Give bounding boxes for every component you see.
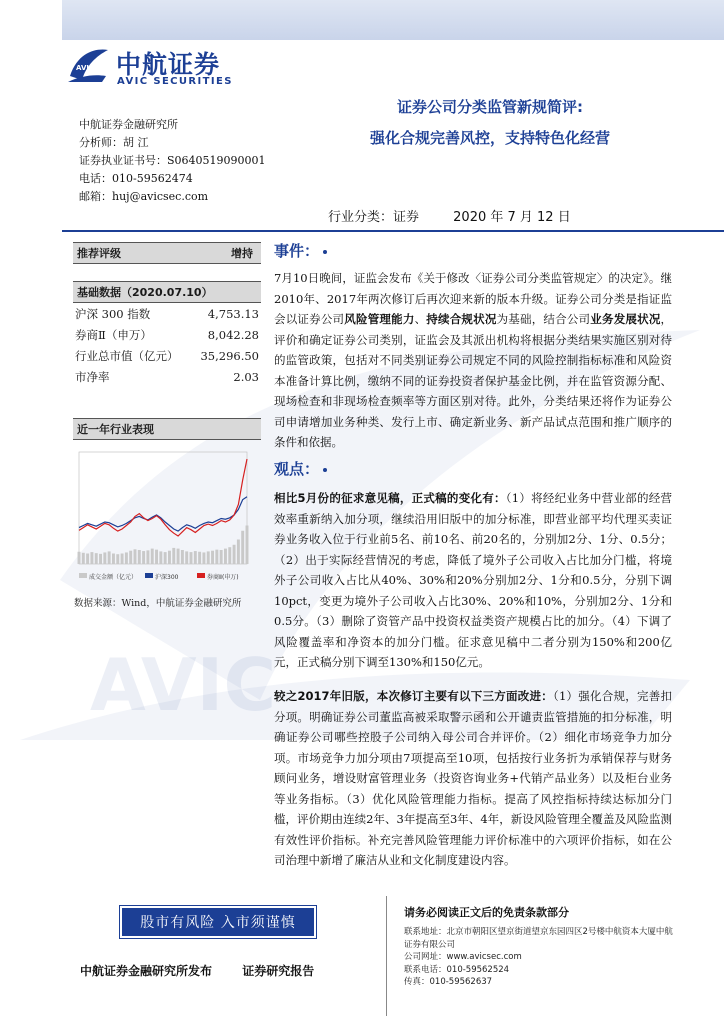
volume-bars xyxy=(78,526,249,565)
bold-compliance: 持续合规状况 xyxy=(426,312,497,326)
analyst-name: 分析师：胡 江 xyxy=(79,136,149,149)
contact-address: 联系地址：北京市朝阳区望京街道望京东园四区2号楼中航资本大厦中航证券有限公司 xyxy=(404,927,673,950)
rating-label: 推荐评级 xyxy=(77,247,121,260)
volume-bar xyxy=(146,550,149,564)
event-paragraph: 7月10日晚间，证监会发布《关于修改〈证券公司分类监管规定〉的决定》。继2010年、2017年两次修订后再次迎来新的版本升级。证券公司分类是指证监会以证券公司风险管理能力、持续合规状况为基础，结合公司业务发展状况，评价和确定证券公司类别，证监会及其派出机构将根据分类结果实施区别对待的监管政策，包括对不同类别证券公司规定不同的风险控制指标标准和风险资本准备计算比例，缴纳不同的证券投资者保护基金比例，并在监管资源分配、现场检查和非现场检查频率等方面区别对待。此外，分类结果还将作为证券公司申请增加业务种类、发行上市、确定新业务、新产品试点范围和推广顺序的条件和依据。 xyxy=(274,271,673,449)
volume-bar xyxy=(155,550,158,564)
broker-line xyxy=(79,459,247,536)
volume-bar xyxy=(108,551,111,564)
volume-bar xyxy=(202,552,205,564)
volume-bar xyxy=(142,551,145,564)
chart-legend xyxy=(79,573,239,581)
views-paragraph-1: 相比5月份的征求意见稿，正式稿的变化有：（1）将经纪业务中营业部的经营效率重新纳入加分项，继续沿用旧版中的加分标准，即营业部平均代理买卖证券业务收入位于行业前5名、前10名、前20名的，分别加2分、1分、0.5分；（2）出于实际经营情况的考虑，降低了境外子公司收入占比加分门槛，将境外子公司收入占比从40%、30%和20%分别加2分、1分和0.5分，分别下调10pct，变更为境外子公司收入占比30%、20%和10%，分别加2分、1分和0.5分。（3）删除了资管产品中投资权益类资产规模占比的加分。（4）下调了风险覆盖率和净资本的加分门槛。征求意见稿中二者分别为150%和200亿元，正式稿分别下调至130%和150亿元。 xyxy=(274,491,672,669)
analyst-email: 邮箱：huj@avicsec.com xyxy=(79,190,209,203)
bold-business: 业务发展状况 xyxy=(590,312,661,326)
industry-performance-chart xyxy=(73,446,253,586)
volume-bar xyxy=(159,551,162,564)
header-divider xyxy=(62,230,724,232)
volume-bar xyxy=(125,552,128,564)
chart-grid xyxy=(79,452,247,564)
volume-bar xyxy=(103,552,106,564)
volume-bar xyxy=(116,554,119,564)
logo-cn-text: 中航证券 xyxy=(116,50,221,79)
volume-bar xyxy=(246,526,249,565)
volume-bar xyxy=(233,545,236,564)
volume-bar xyxy=(211,551,214,564)
volume-bar xyxy=(185,551,188,564)
basic-row-value: 35,296.50 xyxy=(200,348,259,363)
legend-swatch xyxy=(197,573,205,578)
svg-text:AVIC: AVIC xyxy=(76,64,95,72)
views-p2-lead: 较之2017年旧版，本次修订主要有以下三方面改进： xyxy=(274,689,553,703)
title-line-2: 强化合规完善风控，支持特色化经营 xyxy=(369,129,610,147)
basic-row-label: 券商Ⅱ（申万） xyxy=(75,327,152,342)
volume-bar xyxy=(215,550,218,564)
volume-bar xyxy=(138,550,141,564)
volume-bar xyxy=(112,554,115,565)
basic-row xyxy=(73,366,261,387)
volume-bar xyxy=(237,540,240,565)
contact-info xyxy=(404,926,674,989)
volume-bar xyxy=(172,548,175,564)
basic-data-panel xyxy=(73,281,261,387)
basic-row-label: 沪深 300 指数 xyxy=(75,306,151,321)
legend-label: 沪深300 xyxy=(155,574,179,581)
volume-bar xyxy=(78,552,81,564)
company-logo xyxy=(66,42,246,92)
basic-row xyxy=(73,345,261,366)
basic-row xyxy=(73,303,261,324)
volume-bar xyxy=(190,552,193,564)
analyst-phone: 电话：010-59562474 xyxy=(79,172,193,185)
report-date: 2020 年 7 月 12 日 xyxy=(453,210,571,225)
contact-website: 公司网址：www.avicsec.com xyxy=(404,952,522,962)
legend-swatch xyxy=(79,573,87,578)
chart-frame xyxy=(79,452,247,564)
legend-label: 成交金额（亿元） xyxy=(89,574,138,581)
legend-swatch xyxy=(145,573,153,578)
analyst-info xyxy=(79,116,266,206)
views-heading: 观点： xyxy=(274,458,327,479)
data-source: 数据来源：Wind，中航证券金融研究所 xyxy=(74,598,242,609)
volume-bar xyxy=(241,531,244,564)
report-title xyxy=(300,96,680,148)
volume-bar xyxy=(90,552,93,564)
contact-phone: 联系电话：010-59562524 xyxy=(404,964,510,975)
rating-value: 增持 xyxy=(231,247,253,260)
report-type: 证券研究报告 xyxy=(242,964,315,978)
volume-bar xyxy=(134,549,137,564)
volume-bar xyxy=(181,550,184,564)
hs300-line xyxy=(79,497,247,531)
volume-bar xyxy=(207,551,210,564)
title-line-1: 证券公司分类监管新规简评: xyxy=(397,98,583,116)
avic-logo-icon xyxy=(66,46,110,86)
basic-row-value: 2.03 xyxy=(233,369,259,384)
institute: 中航证券金融研究所 xyxy=(79,118,178,131)
volume-bar xyxy=(164,552,167,564)
legend-label: 券商Ⅱ(申万) xyxy=(207,574,239,581)
basic-row-value: 8,042.28 xyxy=(207,327,259,342)
views-paragraph-2: 较之2017年旧版，本次修订主要有以下三方面改进：（1）强化合规，完善扣分项。明确证券公司董监高被采取警示函和公开谴责监管措施的扣分标准，明确证券公司哪些控股子公司纳入母公司合并评价。（2）细化市场竞争力加分项。市场竞争力加分项由7项提高至10项，包括按行业务折为承销保荐与财务顾问业务，增设财富管理业务（投资咨询业务+代销产品业务）以及柜台业务等业务指标。（3）优化风险管理能力指标。提高了风控指标持续达标加分门槛，评价期由连续2年、3年提高至3年、4年，新设风险管理全覆盖及风险监测有效性评价指标。补充完善风险管理能力评价标准中的六项评价指标，如在公司治理中新增了廉洁从业和文化制度建设内容。 xyxy=(274,689,672,867)
volume-bar xyxy=(194,551,197,564)
publisher-line xyxy=(80,962,314,979)
basic-row xyxy=(73,324,261,345)
volume-bar xyxy=(99,554,102,564)
event-heading: 事件： xyxy=(274,240,327,261)
volume-bar xyxy=(121,554,124,565)
volume-bar xyxy=(198,552,201,564)
volume-bar xyxy=(228,547,231,564)
rating-panel xyxy=(73,242,261,264)
volume-bar xyxy=(177,549,180,564)
industry-label: 行业分类：证券 xyxy=(328,210,420,225)
volume-bar xyxy=(220,550,223,564)
publisher-name: 中航证券金融研究所发布 xyxy=(80,964,213,978)
svg-text:AVIC: AVIC xyxy=(90,643,277,727)
disclaimer-notice: 请务必阅读正文后的免责条款部分 xyxy=(404,906,569,919)
volume-bar xyxy=(82,553,85,564)
volume-bar xyxy=(86,554,89,565)
volume-bar xyxy=(151,549,154,564)
license-number: 证券执业证书号：S0640519090001 xyxy=(79,154,266,167)
basic-data-header: 基础数据（2020.07.10） xyxy=(77,286,213,299)
views-p1-lead: 相比5月份的征求意见稿，正式稿的变化有： xyxy=(274,491,506,505)
bold-risk: 风险管理能力 xyxy=(344,312,415,326)
report-meta xyxy=(328,206,571,225)
basic-row-label: 市净率 xyxy=(75,369,110,384)
performance-header: 近一年行业表现 xyxy=(77,423,154,436)
volume-bar xyxy=(168,551,171,564)
volume-bar xyxy=(224,549,227,564)
volume-bar xyxy=(129,551,132,564)
contact-fax: 传真：010-59562637 xyxy=(404,977,493,987)
performance-panel xyxy=(73,418,261,440)
basic-row-label: 行业总市值（亿元） xyxy=(75,348,179,363)
logo-en-text: AVIC SECURITIES xyxy=(117,76,233,87)
chart-lines xyxy=(79,459,247,536)
basic-row-value: 4,753.13 xyxy=(207,306,259,321)
risk-warning: 股市有风险 入市须谨慎 xyxy=(120,906,316,938)
volume-bar xyxy=(95,553,98,564)
header-bar xyxy=(62,0,724,40)
footer-divider xyxy=(386,896,387,1016)
